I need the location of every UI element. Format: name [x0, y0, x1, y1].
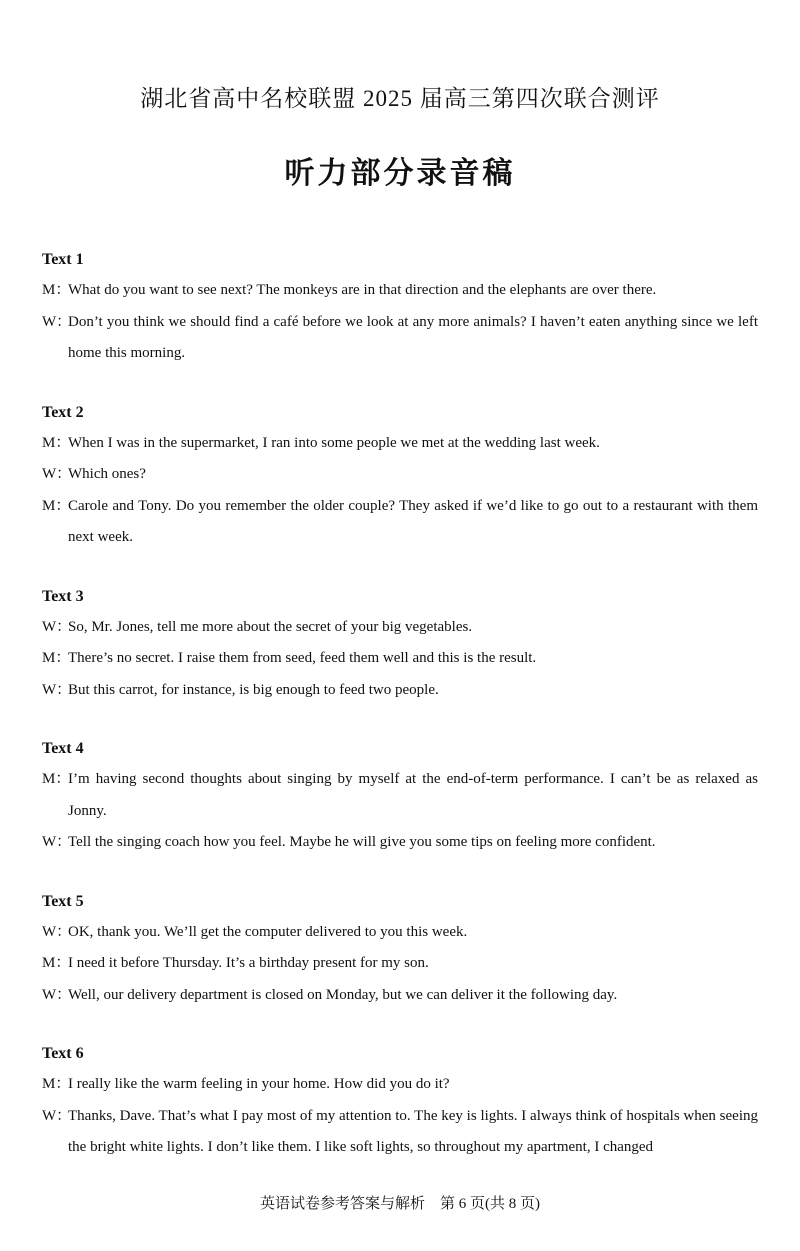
dialogue-line: [42, 307, 758, 370]
dialogue-line: [42, 1101, 758, 1164]
speaker-label: M：: [42, 1076, 71, 1092]
speaker-label: W：: [42, 313, 72, 330]
utterance-text: Don’t you think we should find a café before we look at any more animals? I haven’t eaten anything since we left home this morning.: [68, 313, 758, 361]
utterance-text: I really like the warm feeling in your home. How did you do it?: [68, 1076, 450, 1092]
dialogue-line: [42, 827, 758, 859]
speaker-label: M：: [42, 282, 71, 298]
dialogue-line: [42, 643, 758, 675]
dialogue-line: [42, 459, 758, 491]
speaker-label: W：: [42, 834, 72, 850]
utterance-text: Carole and Tony. Do you remember the older couple? They asked if we’d like to go out to a restaurant with them next week.: [68, 497, 758, 545]
speaker-label: M：: [42, 650, 71, 666]
transcript-section: [42, 734, 758, 859]
speaker-label: M：: [42, 955, 71, 971]
section-title: Text 2: [42, 403, 84, 421]
utterance-text: There’s no secret. I raise them from seed, feed them well and this is the result.: [68, 650, 537, 666]
speaker-label: W：: [42, 618, 72, 635]
utterance-text: Well, our delivery department is closed on Monday, but we can deliver it the following day.: [68, 986, 618, 1003]
section-title: Text 5: [42, 892, 84, 910]
speaker-label: W：: [42, 986, 72, 1003]
section-title: Text 3: [42, 587, 84, 605]
transcript-section: [42, 582, 758, 707]
dialogue-line: [42, 764, 758, 827]
transcript-section: [42, 245, 758, 370]
dialogue-line: [42, 275, 758, 307]
utterance-text: When I was in the supermarket, I ran into some people we met at the wedding last week.: [68, 434, 600, 451]
utterance-text: What do you want to see next? The monkeys are in that direction and the elephants are over there.: [68, 282, 657, 298]
speaker-label: M：: [42, 497, 71, 514]
speaker-label: W：: [42, 466, 72, 482]
dialogue-line: [42, 491, 758, 554]
dialogue-line: [42, 675, 758, 707]
utterance-text: So, Mr. Jones, tell me more about the secret of your big vegetables.: [68, 618, 473, 635]
transcript-section: [42, 887, 758, 1012]
utterance-text: Tell the singing coach how you feel. Maybe he will give you some tips on feeling more confident.: [68, 834, 656, 850]
transcript-section: [42, 1039, 758, 1164]
utterance-text: I’m having second thoughts about singing by myself at the end-of-term performance. I can’t be as relaxed as Jonny.: [68, 771, 758, 819]
dialogue-line: [42, 612, 758, 644]
section-title: Text 4: [42, 740, 84, 757]
utterance-text: But this carrot, for instance, is big enough to feed two people.: [68, 681, 439, 698]
speaker-label: W：: [42, 1107, 72, 1124]
speaker-label: W：: [42, 923, 72, 940]
dialogue-line: [42, 428, 758, 460]
dialogue-line: [42, 1069, 758, 1101]
exam-title: 湖北省高中名校联盟 2025 届高三第四次联合测评: [140, 86, 660, 111]
section-title: Text 6: [42, 1045, 84, 1062]
page-footer: 英语试卷参考答案与解析 第 6 页(共 8 页): [260, 1196, 540, 1212]
section-title: Text 1: [42, 251, 84, 268]
dialogue-line: [42, 917, 758, 949]
transcript-section: [42, 398, 758, 554]
utterance-text: Thanks, Dave. That’s what I pay most of my attention to. The key is lights. I always think of hospitals when seeing the bright white lights. I don’t like them. I like soft lights, so throughout my apartment, I changed: [68, 1107, 758, 1155]
speaker-label: M：: [42, 771, 71, 787]
utterance-text: OK, thank you. We’ll get the computer delivered to you this week.: [68, 923, 468, 940]
transcript-body: [42, 245, 758, 1192]
utterance-text: I need it before Thursday. It’s a birthday present for my son.: [68, 955, 429, 971]
speaker-label: W：: [42, 681, 72, 698]
document-title: 听力部分录音稿: [284, 156, 516, 191]
dialogue-line: [42, 980, 758, 1012]
dialogue-line: [42, 948, 758, 980]
speaker-label: M：: [42, 434, 71, 451]
utterance-text: Which ones?: [68, 466, 146, 482]
